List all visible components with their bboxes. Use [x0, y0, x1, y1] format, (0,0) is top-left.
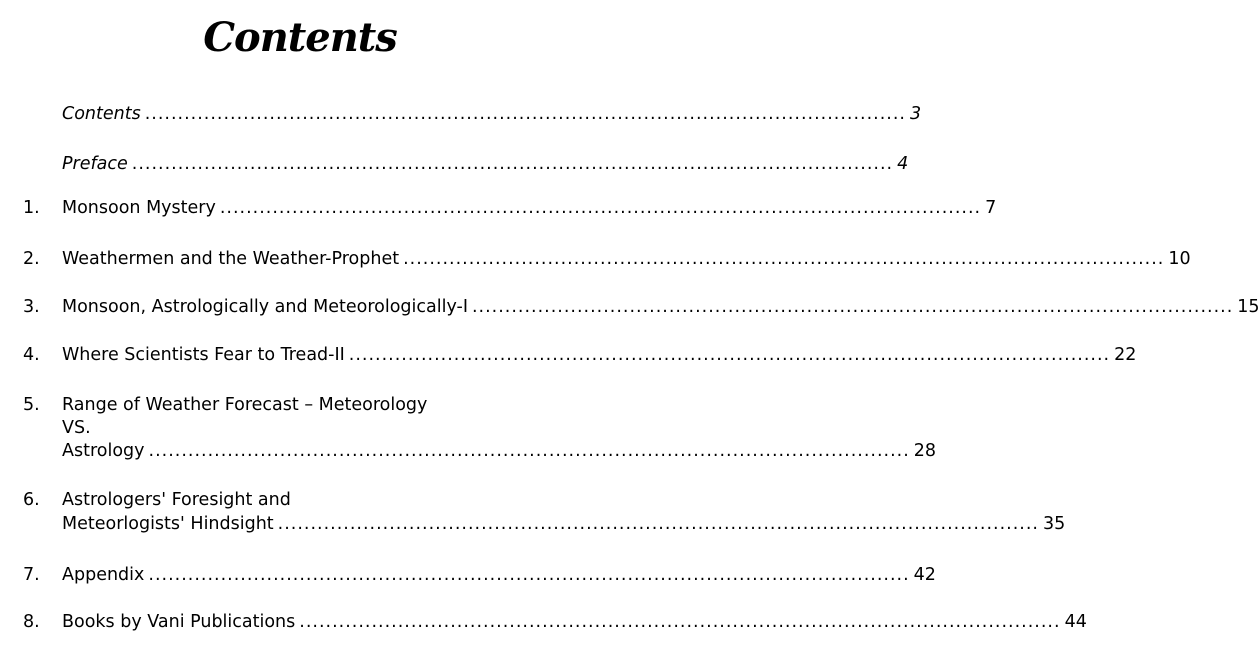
toc-line	[62, 565, 936, 585]
toc-entry-number: 6.	[23, 490, 40, 510]
toc-page-number: 35	[1042, 514, 1066, 534]
toc-entry-title: VS.	[62, 418, 91, 438]
toc-entry-title: Where Scientists Fear to Tread-II	[62, 345, 345, 365]
toc-line	[62, 490, 291, 510]
dot-leader: ....................................................................................................................	[131, 154, 894, 174]
toc-line	[62, 395, 427, 415]
toc-line	[62, 104, 922, 124]
toc-line	[62, 297, 1260, 317]
dot-leader: ....................................................................................................................	[471, 297, 1234, 317]
toc-page-number: 44	[1064, 612, 1087, 632]
toc-entry-title: Monsoon, Astrologically and Meteorologically-I	[62, 297, 468, 317]
dot-leader: ....................................................................................................................	[148, 441, 910, 461]
toc-page-number: 22	[1114, 345, 1137, 365]
toc-line	[62, 154, 909, 174]
toc-entry-title: Astrologers' Foresight and	[62, 490, 291, 510]
toc-entry-title: Meteorlogists' Hindsight	[62, 514, 274, 534]
toc-page-number: 28	[913, 441, 937, 461]
toc-page-number: 3	[910, 104, 922, 124]
toc-line	[62, 345, 1137, 365]
toc-entry-title: Weathermen and the Weather-Prophet	[62, 249, 400, 269]
toc-entry-title: Contents	[62, 104, 141, 124]
page-title: Contents	[203, 14, 397, 61]
toc-entry-title: Preface	[62, 154, 128, 174]
toc-entry-title: Books by Vani Publications	[62, 612, 296, 632]
toc-entry-title: Appendix	[62, 565, 145, 585]
dot-leader: ....................................................................................................................	[348, 345, 1111, 365]
toc-page-number: 7	[985, 198, 997, 218]
toc-page-number: 15	[1237, 297, 1260, 317]
dot-leader: ....................................................................................................................	[403, 249, 1165, 269]
toc-page-number: 10	[1168, 249, 1191, 269]
toc-entry-number: 1.	[23, 198, 40, 218]
toc-line	[62, 198, 997, 218]
toc-page-number: 4	[897, 154, 909, 174]
toc-entry-number: 8.	[23, 612, 40, 632]
dot-leader: ....................................................................................................................	[148, 565, 910, 585]
toc-line	[62, 441, 937, 461]
toc-entry-title: Astrology	[62, 441, 145, 461]
toc-line	[62, 249, 1191, 269]
toc-line	[62, 418, 91, 438]
toc-entry-number: 5.	[23, 395, 40, 415]
toc-entry-number: 2.	[23, 249, 40, 269]
toc-entry-number: 4.	[23, 345, 40, 365]
toc-line	[62, 612, 1087, 632]
dot-leader: ....................................................................................................................	[219, 198, 982, 218]
dot-leader: ....................................................................................................................	[277, 514, 1039, 534]
dot-leader: ....................................................................................................................	[299, 612, 1061, 632]
toc-entry-number: 7.	[23, 565, 40, 585]
dot-leader: ....................................................................................................................	[144, 104, 906, 124]
toc-entry-number: 3.	[23, 297, 40, 317]
toc-page-number: 42	[913, 565, 936, 585]
toc-line	[62, 514, 1066, 534]
toc-entry-title: Monsoon Mystery	[62, 198, 216, 218]
toc-entry-title: Range of Weather Forecast – Meteorology	[62, 395, 428, 415]
